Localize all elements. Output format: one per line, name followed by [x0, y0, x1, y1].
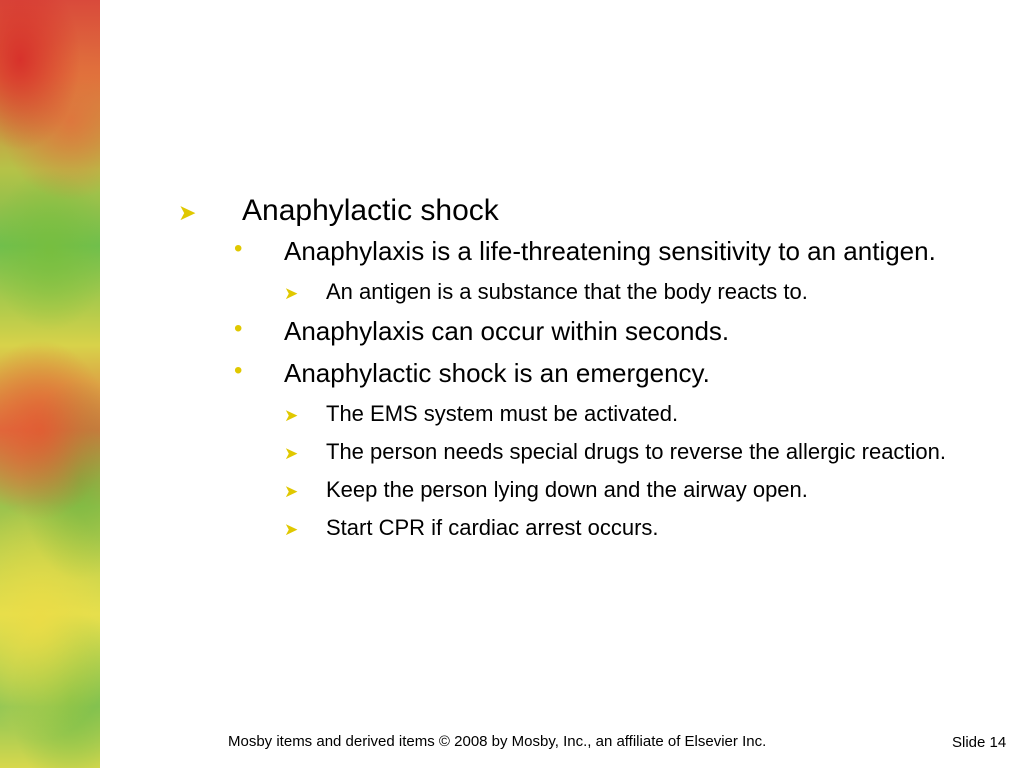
sub-bullet-item: [178, 475, 978, 505]
sub-bullet-item: [178, 513, 978, 543]
sub-bullet-text: Start CPR if cardiac arrest occurs.: [326, 515, 659, 540]
sub-bullet-text: An antigen is a substance that the body reacts to.: [326, 279, 808, 304]
chevron-arrow-icon: ➤: [284, 284, 299, 303]
chevron-arrow-icon: ➤: [284, 520, 299, 539]
dot-icon: •: [234, 235, 243, 262]
chevron-arrow-icon: ➤: [284, 444, 299, 463]
bullet-item: [178, 357, 978, 389]
dot-icon: •: [234, 315, 243, 342]
decorative-side-band: [0, 0, 100, 768]
sub-bullet-item: [178, 399, 978, 429]
slide-content: [178, 193, 978, 551]
heading-text: Anaphylactic shock: [242, 194, 499, 227]
slide-number: Slide 14: [952, 734, 1007, 751]
bullet-text: Anaphylaxis can occur within seconds.: [284, 316, 730, 346]
sub-bullet-text: The person needs special drugs to reverse the allergic reaction.: [326, 439, 947, 464]
bullet-text: Anaphylaxis is a life-threatening sensitivity to an antigen.: [284, 236, 936, 266]
sub-bullet-item: [178, 277, 978, 307]
dot-icon: •: [234, 357, 243, 384]
chevron-arrow-icon: ➤: [284, 406, 299, 425]
sub-bullet-item: [178, 437, 978, 467]
bullet-item: [178, 235, 978, 267]
heading-item: [178, 193, 978, 229]
bullet-text: Anaphylactic shock is an emergency.: [284, 358, 710, 388]
footer-copyright: Mosby items and derived items © 2008 by Mosby, Inc., an affiliate of Elsevier Inc.: [228, 733, 767, 750]
sub-bullet-text: Keep the person lying down and the airway open.: [326, 477, 808, 502]
sub-bullet-text: The EMS system must be activated.: [326, 401, 679, 426]
bullet-item: [178, 315, 978, 347]
chevron-arrow-icon: ➤: [284, 482, 299, 501]
chevron-arrow-icon: ➤: [178, 200, 197, 225]
